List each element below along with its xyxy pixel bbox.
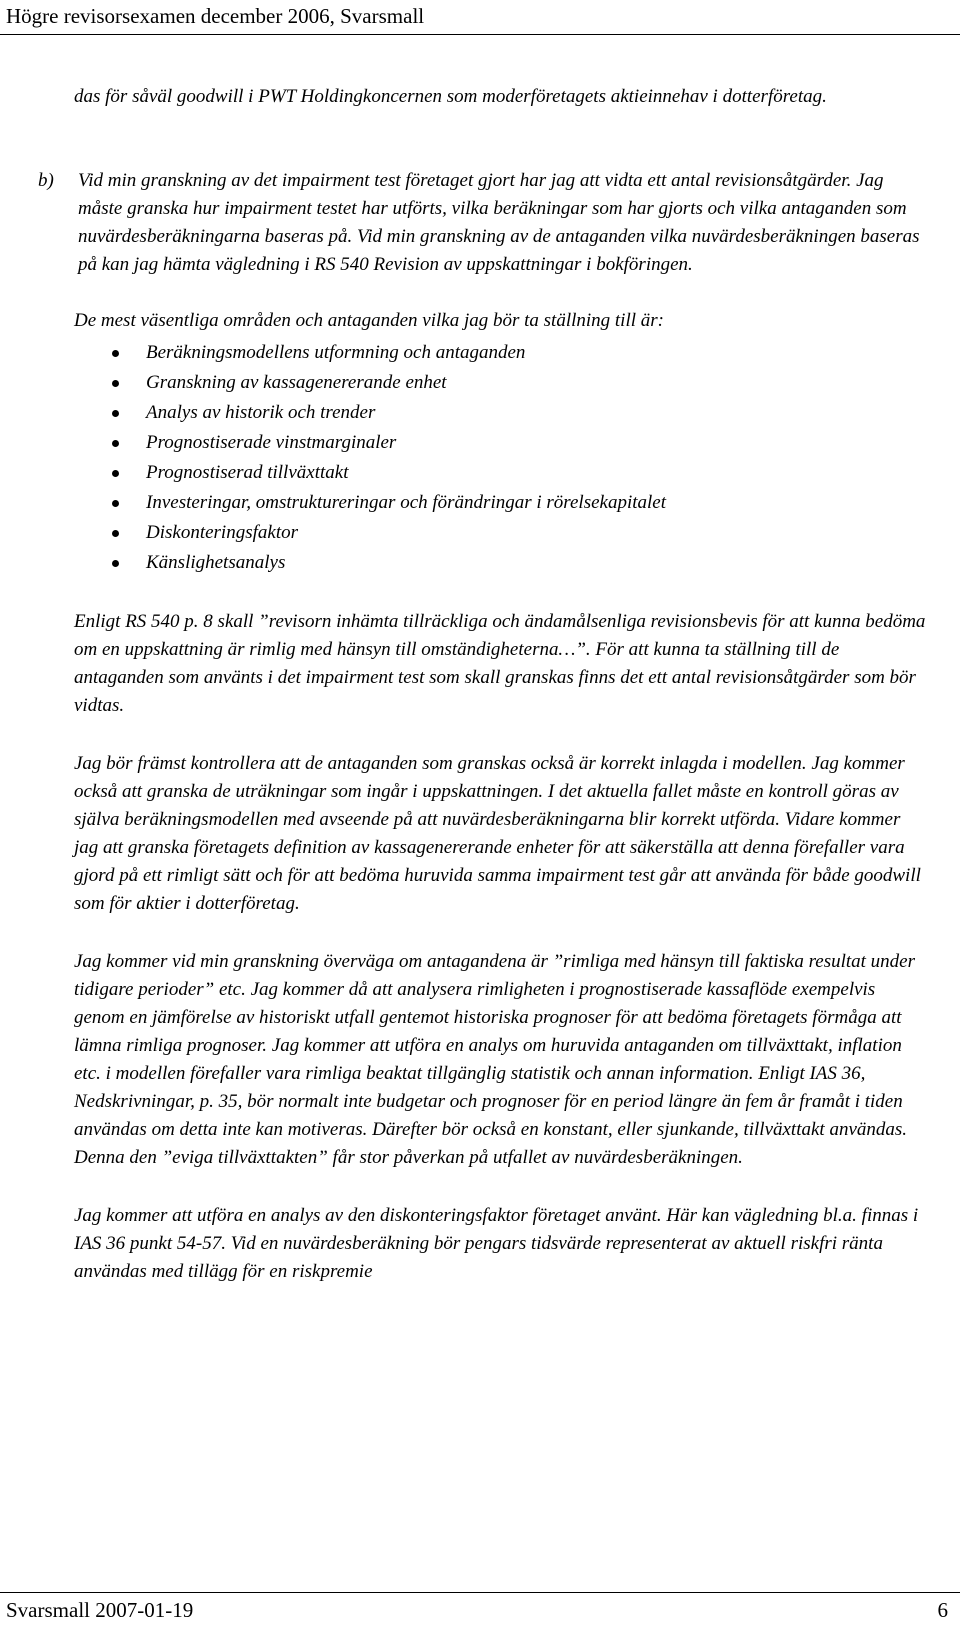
header-title: Högre revisorsexamen december 2006, Svarsmall xyxy=(6,4,425,28)
paragraph-kontroll: Jag bör främst kontrollera att de antaganden som granskas också är korrekt inlagda i modellen. Jag kommer också att granska de uträkningar som ingår i uppskattningen. I det aktuella fallet måste en kontroll göras av själva beräkningsmodellen med avseende på att nuvärdesberäkningarna blir korrekt utförda. Vidare kommer jag att granska företagets definition av kassagenererande enheter för att säkerställa att denna förefaller vara gjord på ett rimligt sätt och för att bedöma huruvida samma impairment test går att använda för både goodwill som för aktier i dotterföretag. xyxy=(74,753,921,914)
list-item-text: Investeringar, omstruktureringar och förändringar i rörelsekapitalet xyxy=(146,492,667,513)
page-number: 6 xyxy=(937,1598,948,1622)
list-item xyxy=(74,488,929,518)
footer-rule xyxy=(0,1592,960,1593)
list-item-text: Känslighetsanalys xyxy=(146,552,286,573)
bullet-icon xyxy=(112,500,119,507)
bullet-list xyxy=(74,338,929,578)
list-item-text: Beräkningsmodellens utformning och antaganden xyxy=(146,342,526,363)
answer-b-text: Vid min granskning av det impairment test företaget gjort har jag att vidta ett antal revisionsåtgärder. Jag måste granska hur impairment testet har utförts, vilka beräkningar som har gjorts och vilka antaganden som nuvärdesberäkningarna baseras på. Vid min granskning av de antaganden vilka nuvärdesberäkningen baseras på kan jag hämta vägledning i RS 540 Revision av uppskattningar i bokföringen. xyxy=(78,170,920,275)
list-intro: De mest väsentliga områden och antaganden vilka jag bör ta ställning till är: xyxy=(74,310,664,331)
bullet-icon xyxy=(112,470,119,477)
paragraph-rimliga: Jag kommer vid min granskning överväga om antagandena är ”rimliga med hänsyn till faktiska resultat under tidigare perioder” etc. Jag kommer då att analysera rimligheten i prognostiserade kassaflöde exempelvis genom en jämförelse av historiskt utfall gentemot historiska prognoser för att bedöma företagets förmåga att lämna rimliga prognoser. Jag kommer att utföra en analys om huruvida antaganden om tillväxttakt, inflation etc. i modellen förefaller vara rimliga beaktat tillgänglig statistik och annan information. Enligt IAS 36, Nedskrivningar, p. 35, bör normalt inte budgetar och prognoser för en period längre än fem år framåt i tiden användas om detta inte kan motiveras. Därefter bör också en konstant, eller sjunkande, tillväxttakt användas. Denna den ”eviga tillväxttakten” får stor påverkan på utfallet av nuvärdesberäkningen. xyxy=(74,951,916,1168)
list-item-text: Granskning av kassagenererande enhet xyxy=(146,372,447,393)
footer-date: Svarsmall 2007-01-19 xyxy=(6,1598,194,1622)
list-item xyxy=(74,368,929,398)
answer-b-marker: b) xyxy=(38,170,54,191)
list-item xyxy=(74,428,929,458)
bullet-icon xyxy=(112,440,119,447)
answer-b xyxy=(38,167,929,279)
list-item-text: Diskonteringsfaktor xyxy=(146,522,298,543)
list-item-text: Analys av historik och trender xyxy=(146,402,376,423)
list-item-text: Prognostiserad tillväxttakt xyxy=(146,462,349,483)
list-item-text: Prognostiserade vinstmarginaler xyxy=(146,432,397,453)
list-item xyxy=(74,458,929,488)
paragraph-diskonteringsfaktor: Jag kommer att utföra en analys av den diskonteringsfaktor företaget använt. Här kan vägledning bl.a. finnas i IAS 36 punkt 54-57. Vid en nuvärdesberäkning bör pengars tidsvärde representerat av aktuell riskfri ränta användas med tillägg för en riskpremie xyxy=(74,1205,919,1282)
list-item xyxy=(74,398,929,428)
list-item xyxy=(74,518,929,548)
bullet-icon xyxy=(112,350,119,357)
bullet-icon xyxy=(112,380,119,387)
bullet-icon xyxy=(112,530,119,537)
header-rule xyxy=(0,34,960,35)
paragraph-rs540: Enligt RS 540 p. 8 skall ”revisorn inhämta tillräckliga och ändamålsenliga revisionsbevis för att kunna bedöma om en uppskattning är rimlig med hänsyn till omständigheterna…”. För att kunna ta ställning till de antaganden som använts i det impairment test som skall granskas finns det ett antal revisionsåtgärder som bör vidtas. xyxy=(74,611,926,716)
page-header xyxy=(0,0,960,38)
list-item xyxy=(74,548,929,578)
bullet-icon xyxy=(112,410,119,417)
paragraph-goodwill: das för såväl goodwill i PWT Holdingkoncernen som moderföretagets aktieinnehav i dotterföretag. xyxy=(74,86,827,107)
list-item xyxy=(74,338,929,368)
page-footer xyxy=(0,1592,960,1627)
document-body xyxy=(38,83,929,1286)
bullet-icon xyxy=(112,560,119,567)
